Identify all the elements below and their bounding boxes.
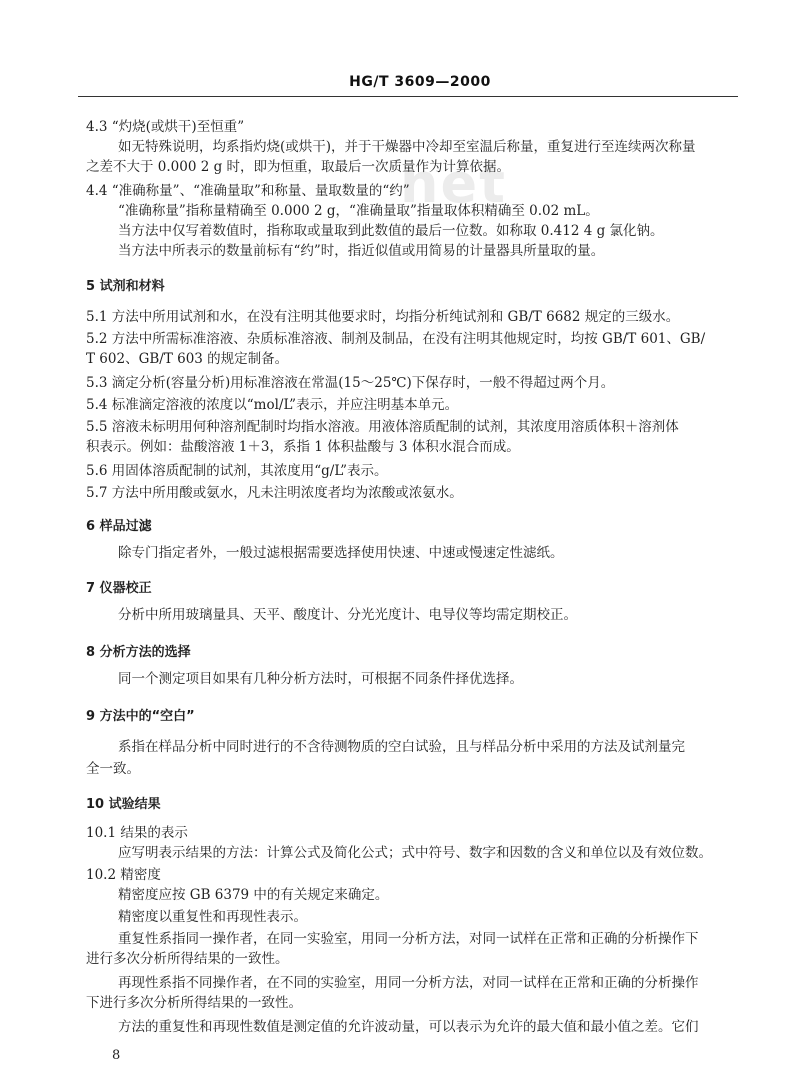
section-6-title: 6 样品过滤 [86,519,152,534]
body-line: 应写明表示结果的方法：计算公式及简化公式；式中符号、数字和因数的含义和单位以及有效位数。 [118,845,712,861]
body-line: 精密度应按 GB 6379 中的有关规定来确定。 [118,887,389,903]
clause-10-1: 10.1 结果的表示 [86,825,188,841]
body-line: 积表示。例如：盐酸溶液 1＋3，系指 1 体积盐酸与 3 体积水混合而成。 [86,439,520,455]
section-7-title: 7 仪器校正 [86,581,152,596]
body-line: 重复性系指同一操作者，在同一实验室，用同一分析方法，对同一试样在正常和正确的分析操作下 [118,931,699,947]
body-line: T 602、GB/T 603 的规定制备。 [86,351,289,367]
body-line: 进行多次分析所得结果的一致性。 [86,951,289,967]
body-line: 再现性系指不同操作者，在不同的实验室，用同一分析方法，对同一试样在正常和正确的分析操作 [118,975,699,991]
body-line: 精密度以重复性和再现性表示。 [118,909,307,925]
body-line: 当方法中仅写着数值时，指称取或量取到此数值的最后一位数。如称取 0.412 4 g 氯化钠。 [118,223,664,239]
body-line: 如无特殊说明，均系指灼烧(或烘干)，并于干燥器中冷却至室温后称量，重复进行至连续两次称量 [118,139,696,155]
clause-5-2: 5.2 方法中所需标准溶液、杂质标准溶液、制剂及制品，在没有注明其他规定时，均按 GB/T 601、GB/ [86,331,706,347]
standard-code: HG/T 3609—2000 [349,74,491,90]
clause-4-4-heading: 4.4 “准确称量”、“准确量取”和称量、量取数量的“约” [86,183,410,199]
watermark: net [400,152,507,215]
clause-5-1: 5.1 方法中所用试剂和水，在没有注明其他要求时，均指分析纯试剂和 GB/T 6682 规定的三级水。 [86,309,680,325]
body-line: 系指在样品分析中同时进行的不含待测物质的空白试验，且与样品分析中采用的方法及试剂量完 [118,739,685,755]
body-line: 除专门指定者外，一般过滤根据需要选择使用快速、中速或慢速定性滤纸。 [118,545,564,561]
clause-5-3: 5.3 滴定分析(容量分析)用标准溶液在常温(15～25℃)下保存时，一般不得超过两个月。 [86,375,615,391]
section-10-title: 10 试验结果 [86,797,161,812]
clause-5-6: 5.6 用固体溶质配制的试剂，其浓度用“g/L”表示。 [86,463,388,479]
clause-5-4: 5.4 标准滴定溶液的浓度以“mol/L”表示，并应注明基本单元。 [86,397,459,413]
body-line: 方法的重复性和再现性数值是测定值的允许波动量，可以表示为允许的最大值和最小值之差。它们 [118,1019,699,1035]
body-line: 分析中所用玻璃量具、天平、酸度计、分光光度计、电导仪等均需定期校正。 [118,607,577,623]
body-line: 全一致。 [86,761,140,777]
body-line: “准确称量”指称量精确至 0.000 2 g，“准确量取”指量取体积精确至 0.02 mL。 [118,203,599,219]
header-rule [78,96,738,97]
body-line: 下进行多次分析所得结果的一致性。 [86,995,302,1011]
body-line: 同一个测定项目如果有几种分析方法时，可根据不同条件择优选择。 [118,671,523,687]
clause-10-2: 10.2 精密度 [86,867,161,883]
clause-5-7: 5.7 方法中所用酸或氨水，凡未注明浓度者均为浓酸或浓氨水。 [86,485,463,501]
body-line: 当方法中所表示的数量前标有“约”时，指近似值或用简易的计量器具所量取的量。 [118,243,605,259]
section-9-title: 9 方法中的“空白” [86,709,195,724]
section-8-title: 8 分析方法的选择 [86,645,191,660]
section-5-title: 5 试剂和材料 [86,279,165,294]
clause-4-3-heading: 4.3 “灼烧(或烘干)至恒重” [86,119,245,135]
clause-5-5: 5.5 溶液未标明用何种溶剂配制时均指水溶液。用液体溶质配制的试剂，其浓度用溶质体积＋溶剂体 [86,419,679,435]
page-number: 8 [112,1048,121,1063]
body-line: 之差不大于 0.000 2 g 时，即为恒重，取最后一次质量作为计算依据。 [86,159,511,175]
